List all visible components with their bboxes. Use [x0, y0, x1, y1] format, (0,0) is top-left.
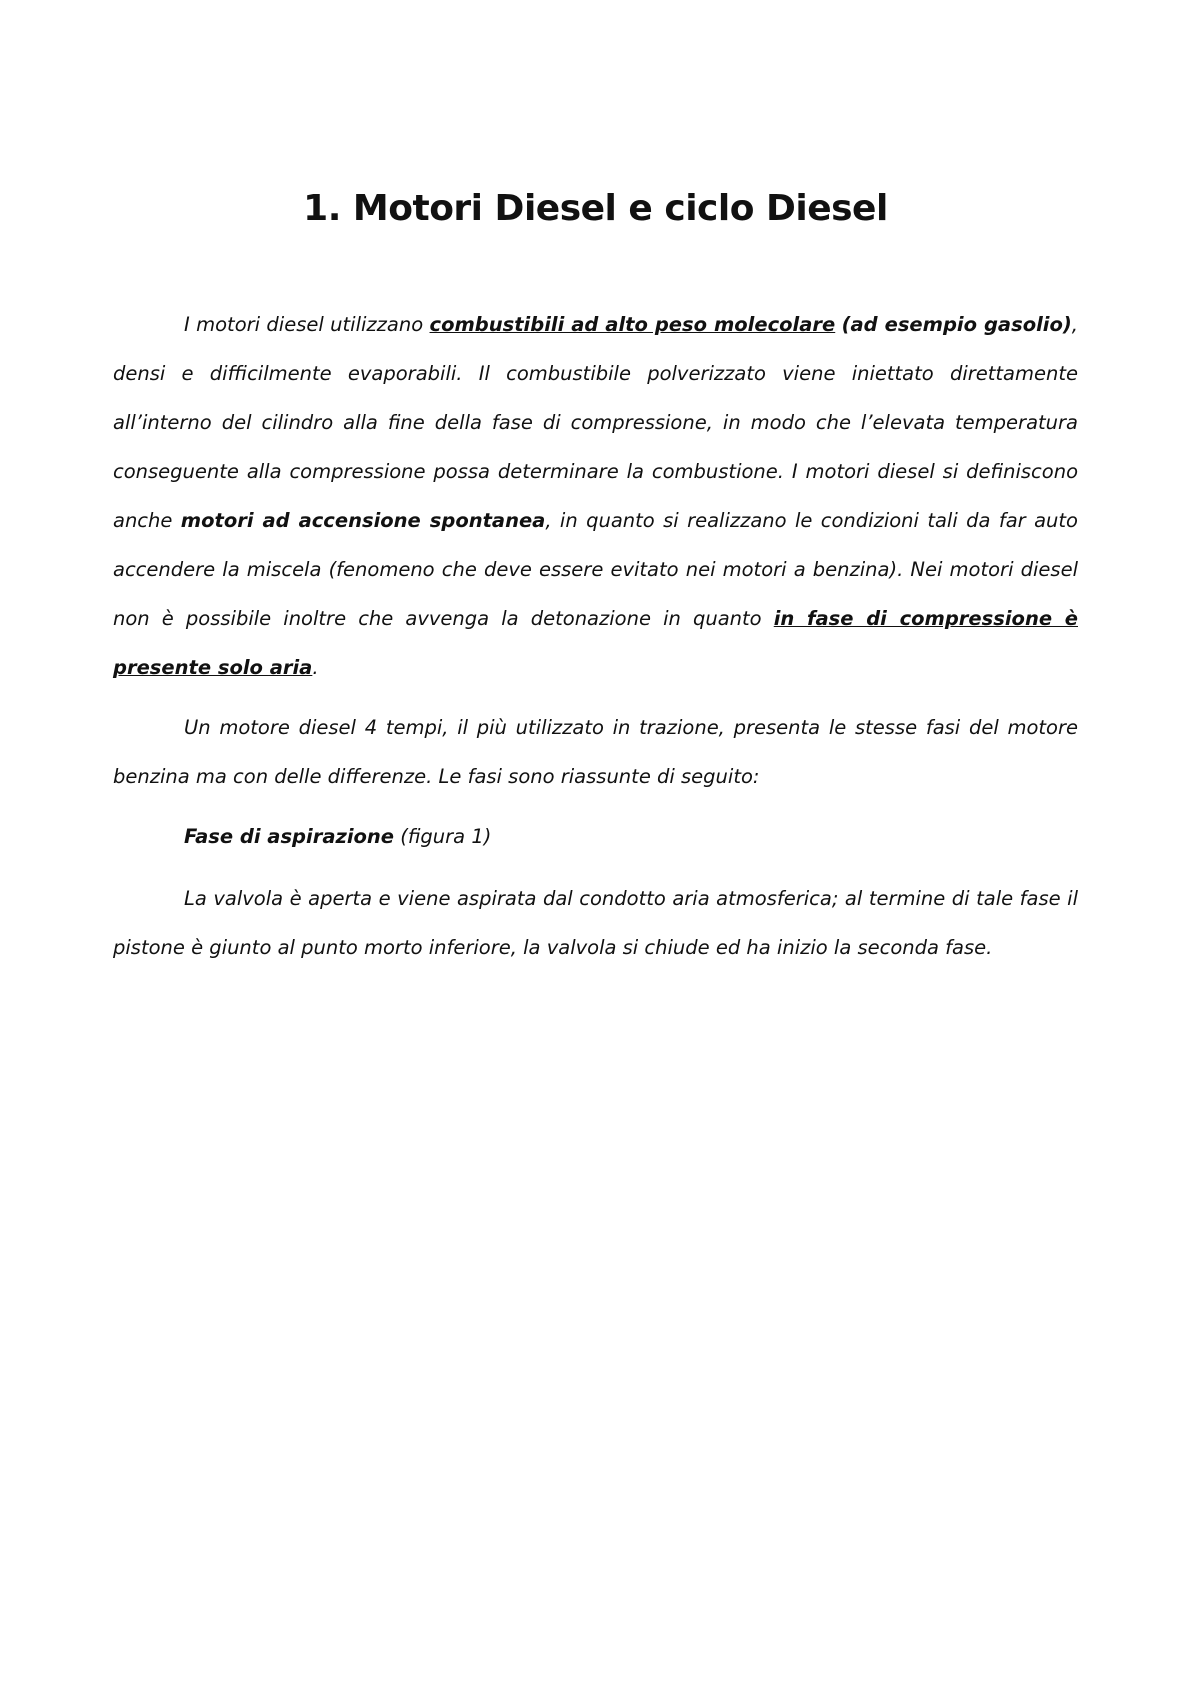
- paragraph-phase-heading: [113, 812, 1078, 861]
- emphasis-bold: (ad esempio gasolio): [841, 313, 1072, 336]
- text-run: .: [312, 656, 319, 679]
- emphasis-underlined: combustibili ad alto peso molecolare: [429, 313, 836, 336]
- paragraph-intro: [113, 300, 1078, 692]
- figure-reference: (figura 1): [394, 825, 492, 848]
- document-body: [113, 300, 1078, 972]
- emphasis-bold: motori ad accensione spontanea: [180, 509, 546, 532]
- text-run: , in quanto si realizzano le condizioni tali da far auto accendere la miscela (fenomeno che deve essere evitato nei motori a benzina). Nei motori diesel non è possibile inoltre che avvenga la detonazione in quanto: [113, 509, 1078, 630]
- text-run: I motori diesel utilizzano: [184, 313, 430, 336]
- page-title: 1. Motori Diesel e ciclo Diesel: [303, 188, 888, 229]
- phase-label: Fase di aspirazione: [184, 825, 395, 848]
- emphasis-underlined: in fase di compressione è presente solo aria: [113, 607, 1078, 679]
- paragraph-four-stroke: Un motore diesel 4 tempi, il più utilizzato in trazione, presenta le stesse fasi del motore benzina ma con delle differenze. Le fasi sono riassunte di seguito:: [113, 716, 1078, 788]
- text-run: , densi e difficilmente evaporabili. Il combustibile polverizzato viene iniettato direttamente all’interno del cilindro alla fine della fase di compressione, in modo che l’elevata temperatura conseguente alla compressione possa determinare la combustione. I motori diesel si definiscono anche: [113, 313, 1078, 532]
- paragraph-phase-description: La valvola è aperta e viene aspirata dal condotto aria atmosferica; al termine di tale fase il pistone è giunto al punto morto inferiore, la valvola si chiude ed ha inizio la seconda fase.: [113, 887, 1078, 959]
